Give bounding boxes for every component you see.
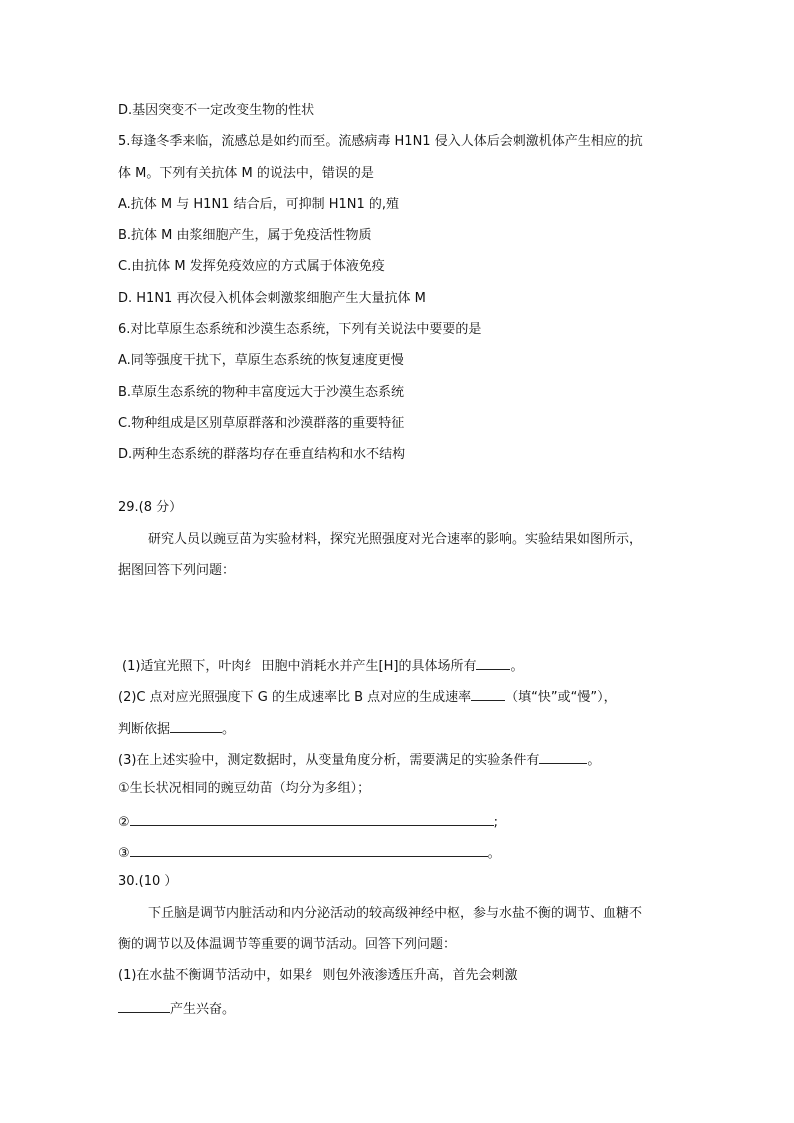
- q29-part3-text: (3)在上述实验中，测定数据时，从变量角度分析，需要满足的实验条件有: [118, 753, 540, 768]
- question-29-intro-cont: 据图回答下列问题：: [118, 563, 236, 578]
- option-c-q5: C.由抗体 M 发挥免疫效应的方式属于体液免疫: [118, 259, 385, 274]
- option-c-q6: C.物种组成是区别草原群落和沙漠群落的重要特征: [118, 416, 405, 431]
- question-6-stem: 6.对比草原生态系统和沙漠生态系统，下列有关说法中要要的是: [118, 322, 482, 337]
- question-29-header: 29.(8 分）: [118, 500, 183, 515]
- question-30-intro: 下丘脑是调节内脏活动和内分泌活动的较高级神经中枢，参与水盐不衡的调节、血糖不: [148, 906, 643, 921]
- answer-blank[interactable]: [539, 749, 587, 764]
- q29-part1: [122, 655, 523, 676]
- option-a-q5: A.抗体 M 与 H1N1 结合后，可抑制 H1N1 的,殖: [118, 197, 400, 212]
- q30-part1: (1)在水盐不衡调节活动中，如果纟 则包外液渗透压升高，首先会刺激: [118, 968, 518, 983]
- question-30-intro-cont: 衡的调节以及体温调节等重要的调节活动。回答下列问题：: [118, 937, 457, 952]
- question-30-header: 30.(10 ）: [118, 874, 178, 889]
- option-a-q6: A.同等强度干扰下，草原生态系统的恢复速度更慢: [118, 353, 404, 368]
- q29-condition-2-marker: ②: [118, 815, 130, 830]
- option-d-q5: D. H1N1 再次侵入机体会刺激浆细胞产生大量抗体 M: [118, 291, 426, 306]
- question-29-intro: 研究人员以豌豆苗为实验材料，探究光照强度对光合速率的影响。实验结果如图所示，: [148, 532, 643, 547]
- q29-part2-end: （填“快”或“慢”），: [505, 690, 617, 705]
- answer-blank[interactable]: [130, 842, 488, 857]
- q29-part2: [118, 686, 617, 707]
- answer-blank[interactable]: [118, 998, 170, 1013]
- q29-part2-reason: [118, 718, 235, 739]
- option-b-q6: B.草原生态系统的物种丰富度远大于沙漠生态系统: [118, 385, 405, 400]
- option-d-q6: D.两种生态系统的群落均存在垂直结构和水不结构: [118, 447, 406, 462]
- q29-condition-3: [118, 842, 501, 863]
- question-5-stem-cont: 体 M。下列有关抗体 M 的说法中，错误的是: [118, 166, 374, 181]
- answer-blank[interactable]: [170, 718, 222, 733]
- q29-condition-1: ①生长状况相同的豌豆幼苗（均分为多组）；: [118, 781, 371, 796]
- q30-part1-cont: [118, 998, 235, 1019]
- q30-part1-cont-text: 产生兴奋。: [170, 1002, 236, 1017]
- q29-part2-reason-end: 。: [222, 722, 236, 737]
- question-5-stem: 5.每逢冬季来临，流感总是如约而至。流感病毒 H1N1 侵入人体后会刺激机体产生相应的抗: [118, 134, 643, 149]
- q29-condition-3-marker: ③: [118, 846, 130, 861]
- q29-condition-3-end: 。: [487, 846, 501, 861]
- q29-part2-reason-text: 判断依据: [118, 722, 171, 737]
- answer-blank[interactable]: [130, 811, 494, 826]
- q29-part3: [118, 749, 600, 770]
- q29-condition-2-end: ;: [493, 815, 499, 830]
- q29-condition-2: [118, 811, 498, 832]
- q29-part1-end: 。: [510, 659, 524, 674]
- q29-part2-text: (2)C 点对应光照强度下 G 的生成速率比 B 点对应的生成速率: [118, 690, 472, 705]
- q29-part1-text: (1)适宜光照下，叶肉纟 田胞中消耗水并产生[H]的具体场所有: [122, 659, 477, 674]
- option-d-q4: D.基因突变不一定改变生物的性状: [118, 103, 315, 118]
- answer-blank[interactable]: [471, 686, 505, 701]
- answer-blank[interactable]: [476, 655, 510, 670]
- option-b-q5: B.抗体 M 由浆细胞产生，属于免疫活性物质: [118, 228, 372, 243]
- q29-part3-end: 。: [587, 753, 601, 768]
